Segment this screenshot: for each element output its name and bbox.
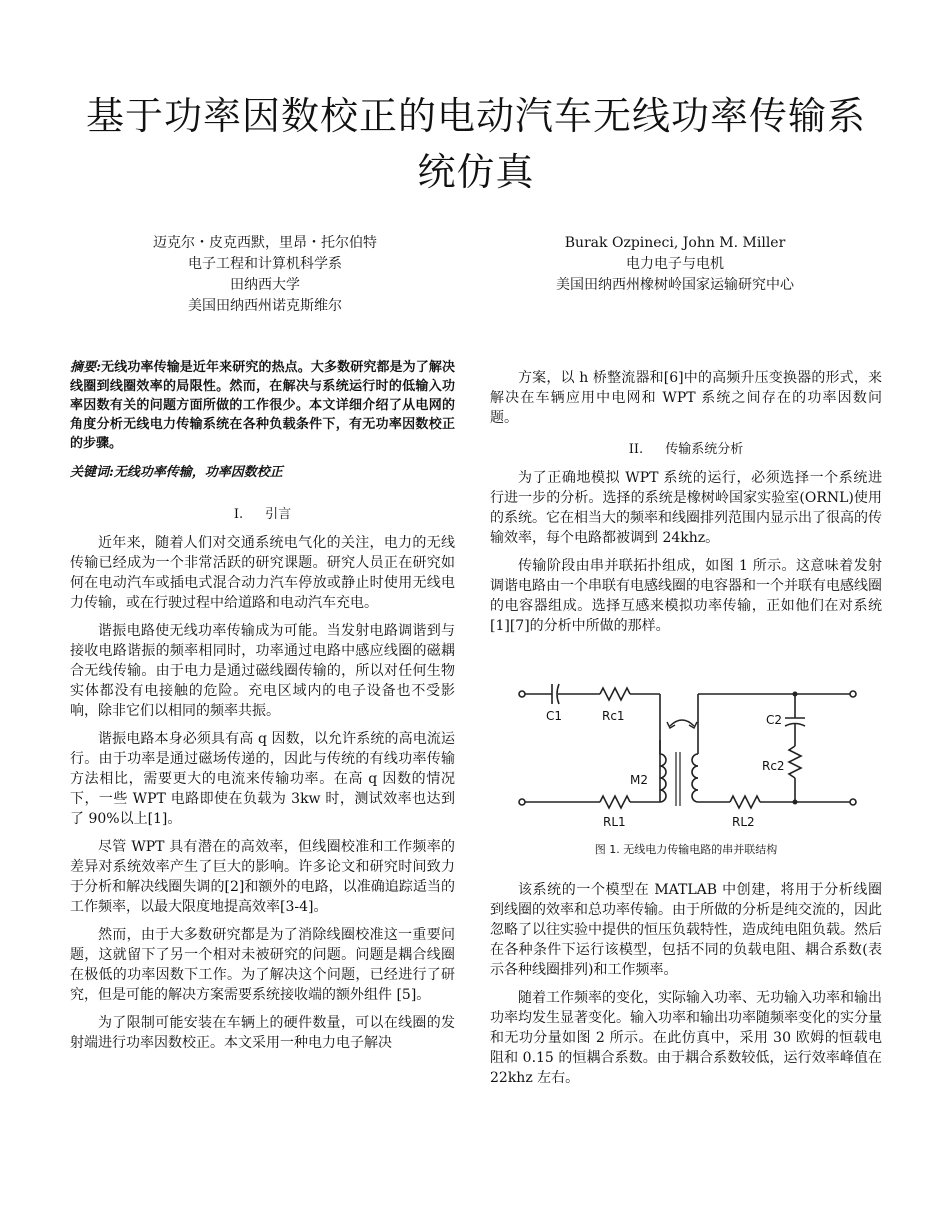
resistor-rl1	[600, 796, 630, 808]
section-number: I.	[233, 507, 244, 522]
resistor-rc1	[600, 688, 630, 700]
abstract-label: 摘要:	[70, 360, 102, 375]
author-block-left	[110, 233, 420, 317]
intro-paragraph-2: 谐振电路使无线功率传输成为可能。当发射电路调谐到与接收电路谐振的频率相同时，功率通过电路中感应线圈的磁耦合无线传输。由于电力是通过磁线圈传输的，所以对任何生物实体都没有电接触的危险。充电区域内的电子设备也不受影响，除非它们以相同的频率共振。	[70, 623, 455, 719]
terminal-top-right	[850, 691, 856, 697]
section-heading-analysis	[490, 440, 882, 460]
terminal-bottom-left	[519, 799, 525, 805]
intro-paragraph-6: 为了限制可能安装在车辆上的硬件数量，可以在线圈的发射端进行功率因数校正。本文采用一种电力电子解决	[70, 1015, 455, 1051]
analysis-paragraph-4: 随着工作频率的变化，实际输入功率、无功输入功率和输出功率均发生显著变化。输入功率和输出功率随频率变化的实分量和无功分量如图 2 所示。在此仿真中，采用 30 欧姆的恒载电阻和 0.15 的恒耦合系数。由于耦合系数较低，运行效率峰值在 22khz 左右。	[490, 990, 882, 1086]
intro-paragraph-3: 谐振电路本身必须具有高 q 因数，以允许系统的高电流运行。由于功率是通过磁场传递的，因此与传统的有线功率传输方法相比，需要更大的电流来传输功率。在高 q 因数的情况下，一些 WPT 电路即使在负载为 3kw 时，测试效率也达到了 90%以上[1]。	[70, 731, 455, 827]
section-title: 传输系统分析	[665, 442, 744, 457]
section-heading-intro	[70, 505, 455, 525]
right-column	[490, 368, 882, 1096]
intro-paragraph-5: 然而，由于大多数研究都是为了消除线圈校准这一重要问题，这就留下了另一个相对未被研究的问题。问题是耦合线圈在极低的功率因数下工作。为了解决这个问题，已经进行了研究，但是可能的解决方案需要系统接收端的额外组件 [5]。	[70, 927, 455, 1003]
inductor-m2-primary	[660, 754, 666, 802]
author-names-right: Burak Ozpineci, John M. Miller	[564, 235, 786, 251]
author-dept-right: 电力电子与电机	[626, 256, 724, 272]
circuit-diagram	[490, 654, 882, 834]
analysis-paragraph-1: 为了正确地模拟 WPT 系统的运行，必须选择一个系统进行进一步的分析。选择的系统是橡树岭国家实验室(ORNL)使用的系统。它在相当大的频率和线圈排列范围内显示出了很高的传输效率，每个电路都被调到 24khz。	[490, 470, 882, 546]
terminal-top-left	[519, 691, 525, 697]
title-line-2: 统仿真	[417, 150, 535, 194]
resistor-rc2	[789, 746, 801, 778]
analysis-paragraph-2: 传输阶段由串并联拓扑组成，如图 1 所示。这意味着发射调谐电路由一个串联有电感线圈的电容器和一个并联有电感线圈的电容器组成。选择互感来模拟功率传输，正如他们在对系统[1][7]的分析中所做的那样。	[490, 558, 882, 634]
author-location-left: 美国田纳西州诺克斯维尔	[188, 298, 342, 314]
label-c2: C2	[766, 713, 783, 727]
label-rc1: Rc1	[602, 709, 625, 723]
label-rl2: RL2	[732, 815, 755, 829]
abstract	[70, 358, 455, 453]
intro-continuation: 方案，以 h 桥整流器和[6]中的高频升压变换器的形式，来解决在车辆应用中电网和 WPT 系统之间存在的功率因数问题。	[490, 370, 882, 426]
author-names-left: 迈克尔・皮克西默，里昂・托尔伯特	[153, 235, 377, 251]
author-org-right: 美国田纳西州橡树岭国家运输研究中心	[556, 277, 794, 293]
analysis-paragraph-3: 该系统的一个模型在 MATLAB 中创建，将用于分析线圈到线圈的效率和总功率传输。由于所做的分析是纯交流的，因此忽略了以往实验中提供的恒压负载特性，造成纯电阻负载。然后在各种条件下运行该模型，包括不同的负载电阻、耦合系数(表示各种线圈排列)和工作频率。	[490, 882, 882, 978]
figure-1-circuit	[490, 654, 882, 834]
figure-1-caption: 图 1. 无线电力传输电路的串并联结构	[594, 843, 778, 856]
author-univ-left: 田纳西大学	[230, 277, 300, 293]
resistor-rl2	[730, 796, 760, 808]
abstract-text: 无线功率传输是近年来研究的热点。大多数研究都是为了解决线圈到线圈效率的局限性。然而，在解决与系统运行时的低输入功率因数有关的问题方面所做的工作很少。本文详细介绍了从电网的角度分析无线电力传输系统在各种负载条件下，有无功率因数校正的步骤。	[70, 360, 455, 451]
intro-paragraph-1: 近年来，随着人们对交通系统电气化的关注，电力的无线传输已经成为一个非常活跃的研究课题。研究人员正在研究如何在电动汽车或插电式混合动力汽车停放或静止时使用无线电力传输，或在行驶过程中给道路和电动汽车充电。	[70, 535, 455, 611]
author-block-right	[520, 233, 830, 296]
left-column	[70, 358, 455, 1061]
author-dept-left: 电子工程和计算机科学系	[188, 256, 342, 272]
section-title: 引言	[265, 507, 292, 522]
intro-paragraph-4: 尽管 WPT 具有潜在的高效率，但线圈校准和工作频率的差异对系统效率产生了巨大的影响。许多论文和研究时间致力于分析和解决线圈失调的[2]和额外的电路，以准确追踪适当的工作频率，以最大限度地提高效率[3-4]。	[70, 839, 455, 915]
label-rc2: Rc2	[762, 759, 785, 773]
terminal-bottom-right	[850, 799, 856, 805]
title-line-1: 基于功率因数校正的电动汽车无线功率传输系	[85, 94, 866, 138]
inductor-m2-secondary	[692, 754, 698, 802]
keywords: 关键词:无线功率传输，功率因数校正	[70, 465, 283, 480]
label-m2: M2	[630, 773, 648, 787]
section-number: II.	[628, 442, 644, 457]
paper-title	[70, 88, 882, 200]
label-c1: C1	[546, 709, 563, 723]
label-rl1: RL1	[603, 815, 626, 829]
